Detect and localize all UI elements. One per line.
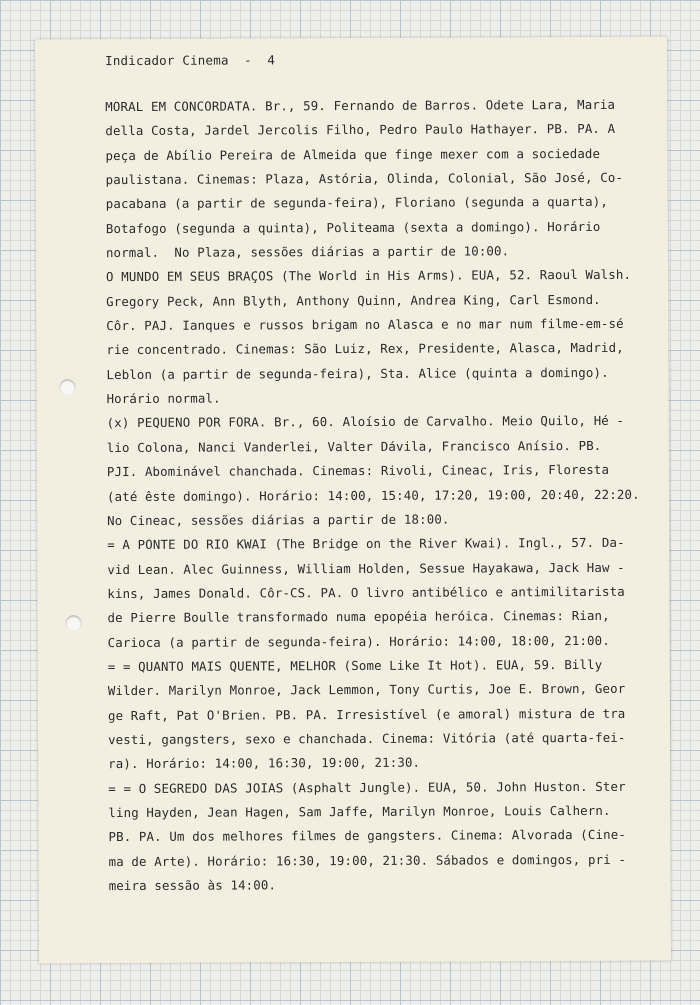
text-line: (x) PEQUENO POR FORA. Br., 60. Aloísio de Carvalho. Meio Quilo, Hé -: [106, 413, 625, 431]
text-line: meira sessão às 14:00.: [108, 877, 277, 894]
text-line: vesti, gangsters, sexo e chanchada. Cinema: Vitória (até quarta-fei-: [108, 729, 626, 748]
text-line: PJI. Abominável chanchada. Cinemas: Rivoli, Cineac, Iris, Floresta: [106, 462, 610, 480]
text-line: ra). Horário: 14:00, 16:30, 19:00, 21:30.: [108, 754, 421, 772]
text-line: Horário normal.: [106, 390, 221, 407]
text-line: della Costa, Jardel Jercolis Filho, Pedro Paulo Hathayer. PB. PA. A: [105, 121, 616, 139]
punch-hole-lower: [66, 615, 82, 631]
text-line: = = QUANTO MAIS QUENTE, MELHOR (Some Like It Hot). EUA, 59. Billy: [107, 656, 603, 674]
text-line: O MUNDO EM SEUS BRAÇOS (The World in His Arms). EUA, 52. Raoul Walsh.: [105, 267, 632, 285]
text-line: vid Lean. Alec Guinness, William Holden, Sessue Hayakawa, Jack Haw -: [107, 559, 625, 577]
text-line: pacabana (a partir de segunda-feira), Floriano (segunda a quarta),: [105, 194, 608, 212]
text-line: rie concentrado. Cinemas: São Luiz, Rex, Presidente, Alasca, Madrid,: [106, 340, 624, 358]
text-line: = A PONTE DO RIO KWAI (The Bridge on the River Kwai). Ingl., 57. Da-: [107, 535, 625, 553]
text-line: = = O SEGREDO DAS JOIAS (Asphalt Jungle). EUA, 50. John Huston. Ster: [108, 778, 626, 796]
text-line: peça de Abílio Pereira de Almeida que finge mexer com a sociedade: [105, 145, 601, 163]
text-line: paulistana. Cinemas: Plaza, Astória, Olinda, Colonial, São José, Co-: [105, 169, 624, 188]
typed-page: [35, 37, 671, 964]
text-line: Carioca (a partir de segunda-feira). Horário: 14:00, 18:00, 21:00.: [107, 632, 610, 650]
text-line: Wilder. Marilyn Monroe, Jack Lemmon, Tony Curtis, Joe E. Brown, Geor: [107, 681, 626, 699]
text-line: (até êste domingo). Horário: 14:00, 15:40, 17:20, 19:00, 20:40, 22:20.: [106, 486, 640, 504]
text-line: de Pierre Boulle transformado numa epopéia heróica. Cinemas: Rian,: [107, 608, 610, 626]
text-line: No Cineac, sessões diárias a partir de 18:00.: [107, 511, 450, 528]
text-line: MORAL EM CONCORDATA. Br., 59. Fernando de Barros. Odete Lara, Maria: [105, 96, 616, 115]
text-line: Leblon (a partir de segunda-feira), Sta. Alice (quinta a domingo).: [106, 364, 609, 382]
text-line: ling Hayden, Jean Hagen, Sam Jaffe, Marilyn Monroe, Louis Calhern.: [108, 802, 611, 821]
text-line: Botafogo (segunda a quinta), Politeama (sexta a domingo). Horário: [105, 218, 601, 236]
text-line: normal. No Plaza, sessões diárias a partir de 10:00.: [105, 243, 510, 261]
text-line: kins, James Donald. Côr-CS. PA. O livro antibélico e antimilitarista: [107, 583, 625, 601]
text-line: ge Raft, Pat O'Brien. PB. PA. Irresistível (e amoral) mistura de tra: [107, 705, 626, 723]
text-line: Gregory Peck, Ann Blyth, Anthony Quinn, Andrea King, Carl Esmond.: [106, 291, 601, 309]
page-header: Indicador Cinema - 4: [105, 52, 276, 69]
text-line: lio Colona, Nanci Vanderlei, Valter Dávila, Francisco Anísio. PB.: [106, 437, 602, 455]
typed-listing: [105, 93, 659, 899]
text-line: ma de Arte). Horário: 16:30, 19:00, 21:30. Sábados e domingos, pri -: [108, 851, 627, 869]
text-line: PB. PA. Um dos melhores filmes de gangsters. Cinema: Alvorada (Cine-: [108, 827, 626, 845]
punch-hole-upper: [59, 379, 75, 395]
text-line: Côr. PAJ. Ianques e russos brigam no Alasca e no mar num filme-em-sé: [106, 315, 624, 334]
